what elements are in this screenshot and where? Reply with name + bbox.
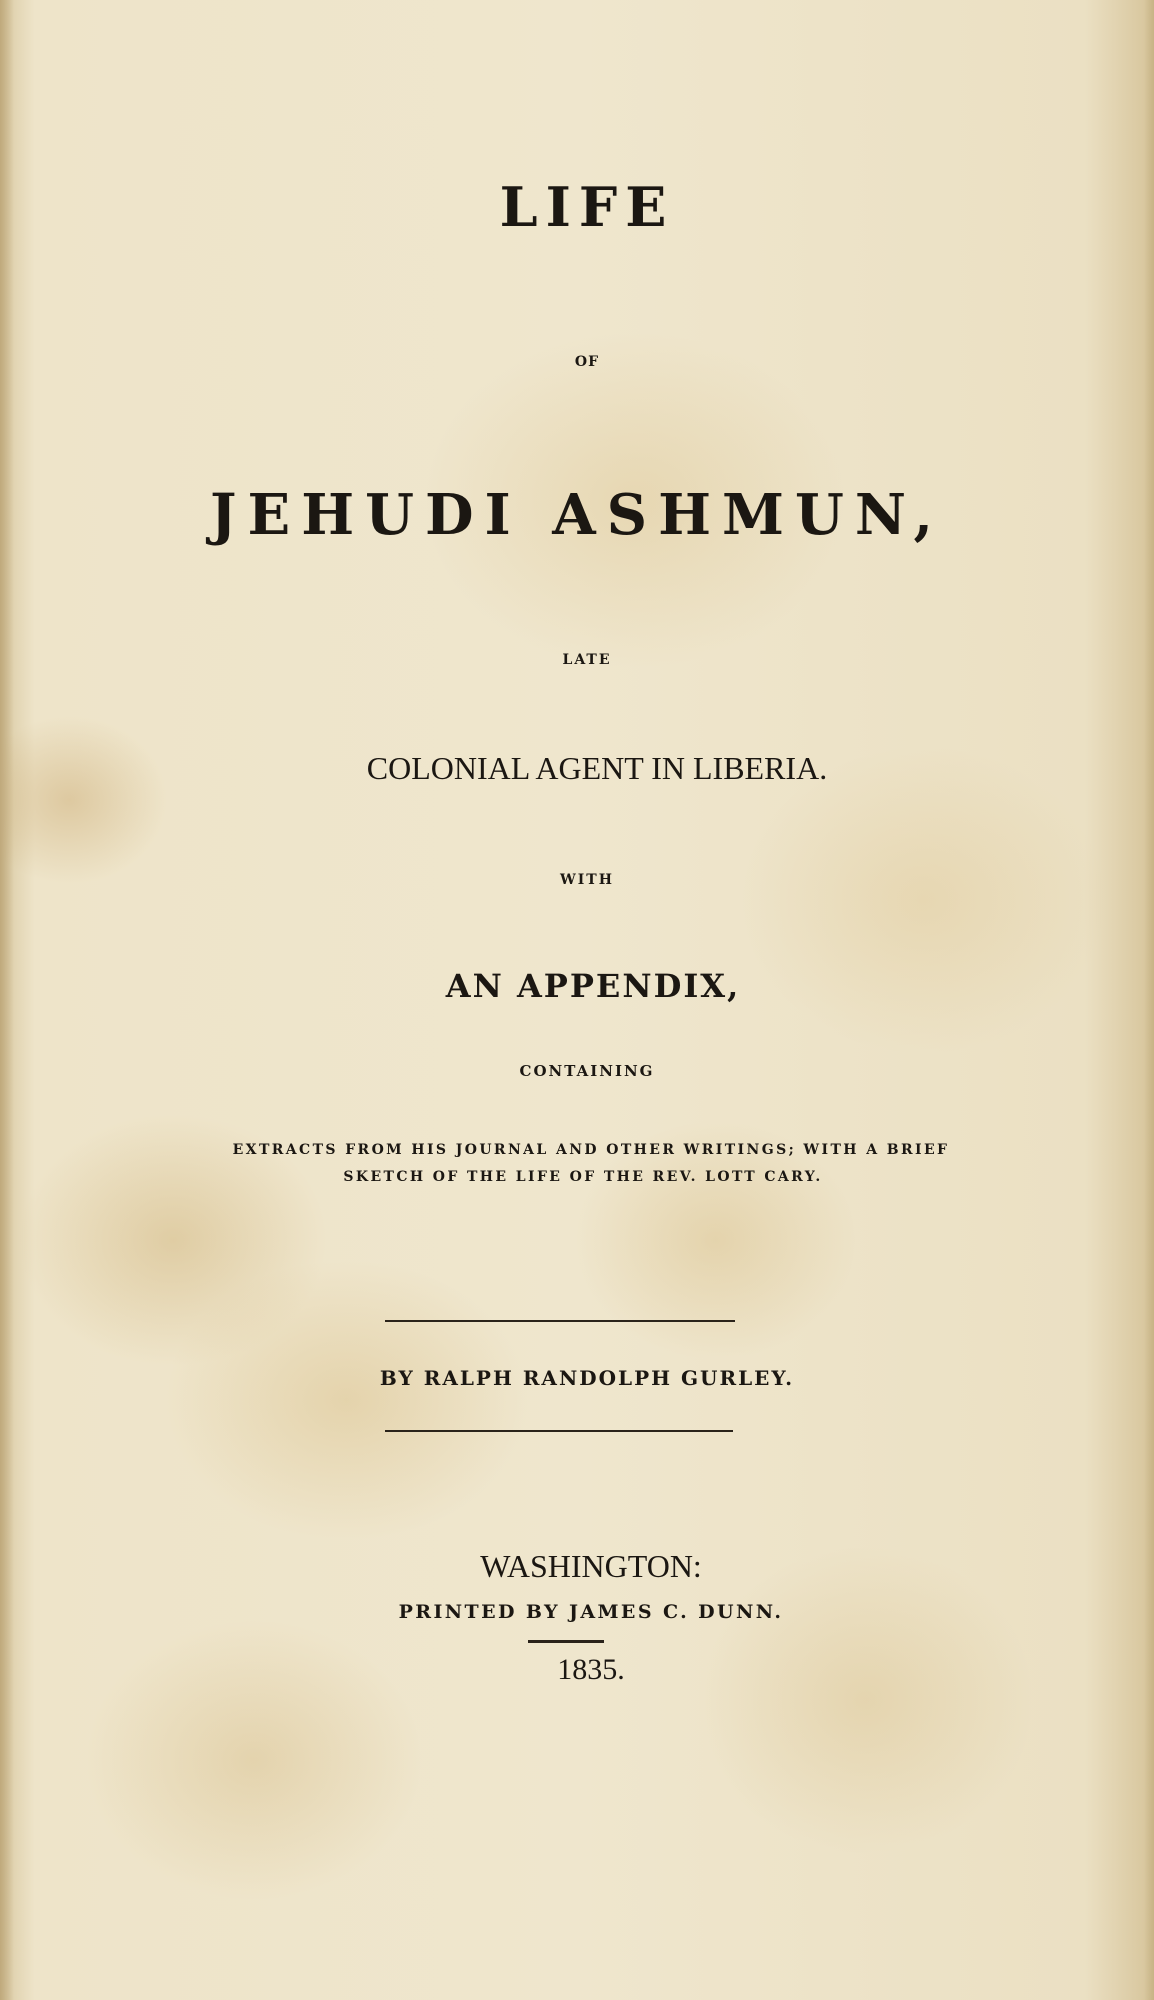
late-text: LATE bbox=[562, 652, 612, 668]
imprint-printer: PRINTED BY JAMES C. DUNN. bbox=[398, 1601, 784, 1623]
containing-text: CONTAINING bbox=[519, 1062, 655, 1080]
year-divider bbox=[528, 1640, 604, 1643]
appendix-heading: AN APPENDIX, bbox=[445, 967, 741, 1005]
contents-line-2: SKETCH OF THE LIFE OF THE REV. LOTT CARY. bbox=[343, 1169, 823, 1185]
imprint-city: WASHINGTON: bbox=[480, 1548, 702, 1584]
divider-top bbox=[385, 1320, 735, 1322]
divider-bottom bbox=[385, 1430, 733, 1432]
of-text: OF bbox=[574, 354, 600, 370]
with-text: WITH bbox=[560, 872, 614, 888]
contents-line-1: EXTRACTS FROM HIS JOURNAL AND OTHER WRITINGS; WITH A BRIEF bbox=[232, 1142, 950, 1158]
imprint-year: 1835. bbox=[557, 1653, 625, 1686]
subject-name: JEHUDI ASHMUN, bbox=[210, 482, 944, 548]
author-line: BY RALPH RANDOLPH GURLEY. bbox=[379, 1366, 795, 1390]
book-title: LIFE bbox=[499, 175, 675, 239]
subject-position: COLONIAL AGENT IN LIBERIA. bbox=[366, 750, 828, 786]
